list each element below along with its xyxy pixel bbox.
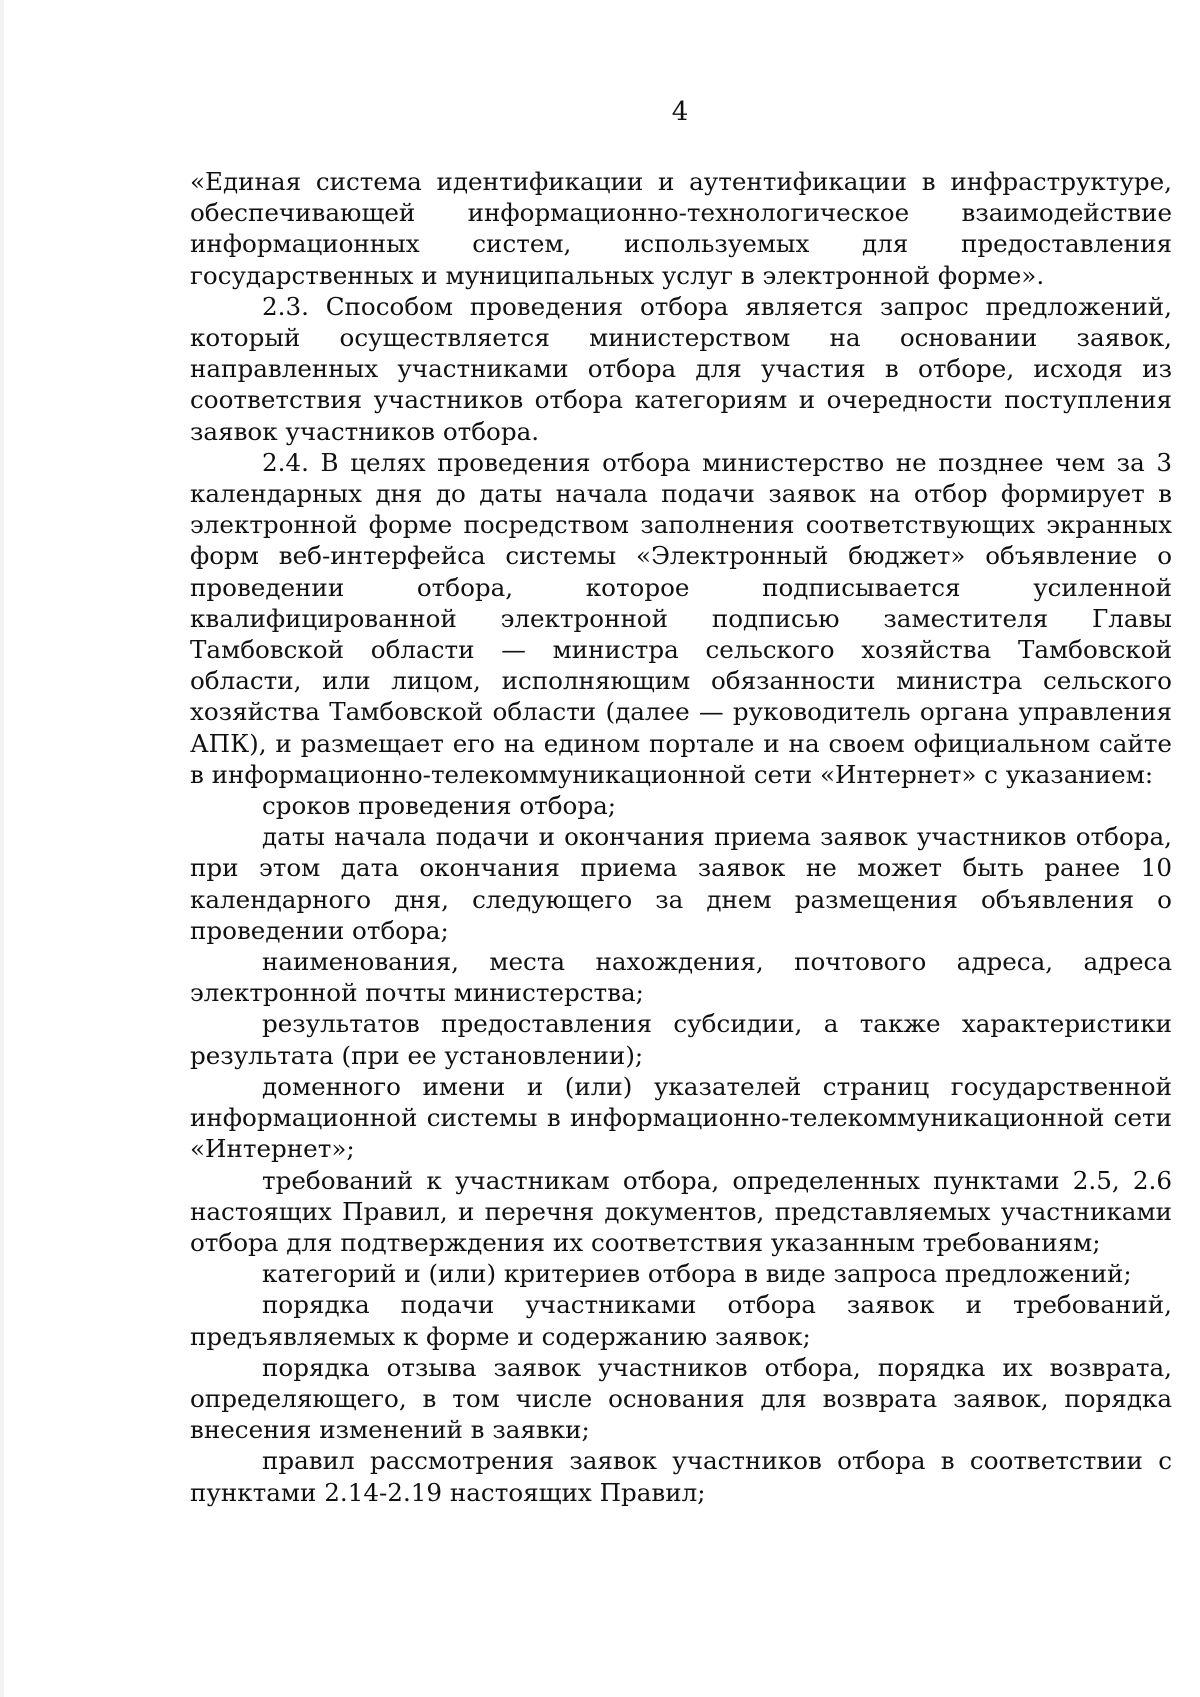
list-item: сроков проведения отбора; <box>262 791 617 821</box>
list-item: результатов предоставления субсидии, а также характеристики результата (при ее установлении); <box>190 1009 1172 1070</box>
list-item: требований к участникам отбора, определенных пунктами 2.5, 2.6 настоящих Правил, и перечня документов, представляемых участниками отбора для подтверждения их соответствия указанным требованиям; <box>190 1165 1172 1257</box>
list-item: правил рассмотрения заявок участников отбора в соответствии с пунктами 2.14-2.19 настоящих Правил; <box>190 1446 1172 1507</box>
paragraph: «Единая система идентификации и аутентификации в инфраструктуре, обеспечивающей информационно-технологическое взаимодействие информационных систем, используемых для предоставления государственных и муниципальных услуг в электронной форме». <box>190 167 1172 290</box>
list-item: даты начала подачи и окончания приема заявок участников отбора, при этом дата окончания приема заявок не может быть ранее 10 календарного дня, следующего за днем размещения объявления о проведении отбора; <box>190 822 1172 945</box>
list-item: категорий и (или) критериев отбора в виде запроса предложений; <box>262 1259 1132 1289</box>
list-item: порядка отзыва заявок участников отбора, порядка их возврата, определяющего, в том числе основания для возврата заявок, порядка внесения изменений в заявки; <box>190 1352 1172 1445</box>
paragraph: 2.4. В целях проведения отбора министерство не позднее чем за 3 календарных дня до даты начала подачи заявок на отбор формирует в электронной форме посредством заполнения соответствующих экранных форм веб-интерфейса системы «Электронный бюджет» объявление о проведении отбора, которое подписывается усиленной квалифицированной электронной подписью заместителя Главы Тамбовской области — министра сельского хозяйства Тамбовской области, или лицом, исполняющим обязанности министра сельского хозяйства Тамбовской области (далее — руководитель органа управления АПК), и размещает его на едином портале и на своем официальном сайте в информационно-телекоммуникационной сети «Интернет» с указанием: <box>190 447 1172 789</box>
list-item: порядка подачи участниками отбора заявок и требований, предъявляемых к форме и содержанию заявок; <box>190 1290 1172 1351</box>
document-body <box>190 166 1172 1508</box>
page-number: 4 <box>671 97 689 127</box>
scan-edge-decoration <box>0 0 4 1697</box>
list-item: наименования, места нахождения, почтового адреса, адреса электронной почты министерства; <box>190 947 1172 1008</box>
list-item: доменного имени и (или) указателей страниц государственной информационной системы в информационно-телекоммуникационной сети «Интернет»; <box>190 1071 1172 1164</box>
paragraph: 2.3. Способом проведения отбора является запрос предложений, который осуществляется министерством на основании заявок, направленных участниками отбора для участия в отборе, исходя из соответствия участников отбора категориям и очередности поступления заявок участников отбора. <box>190 291 1172 446</box>
